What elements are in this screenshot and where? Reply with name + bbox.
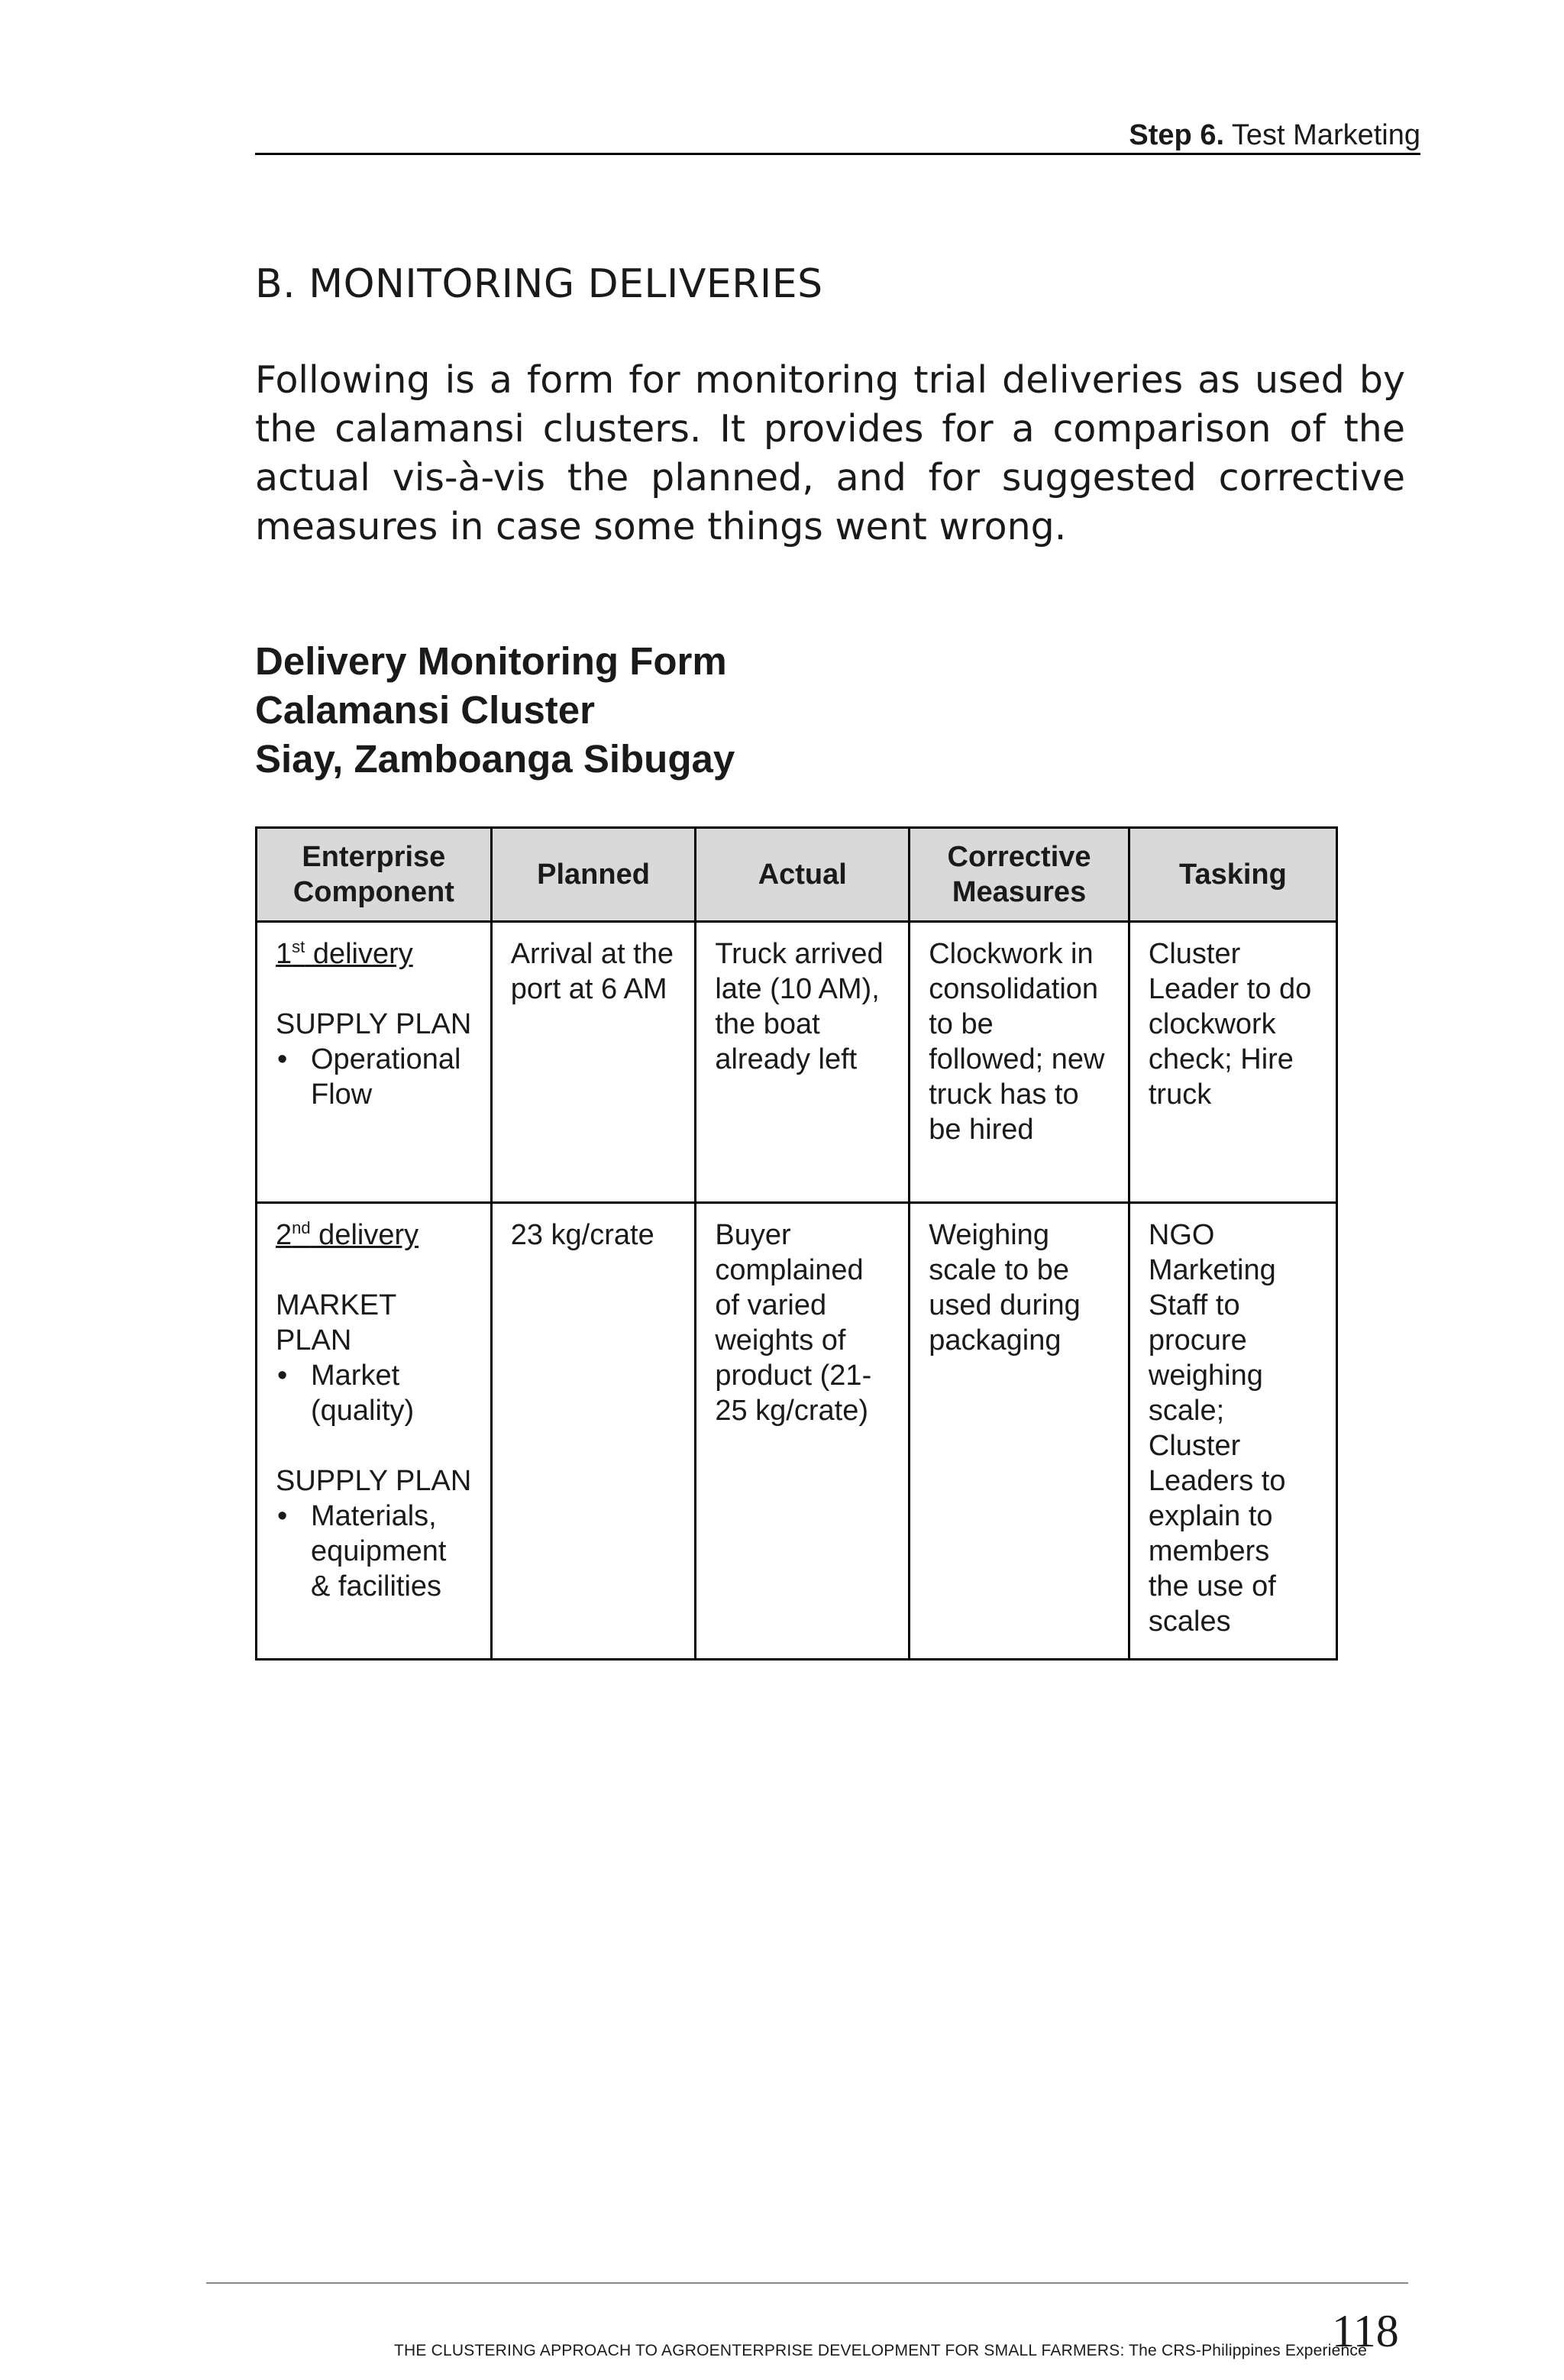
step-label: Step 6. [1129, 119, 1225, 151]
form-title-line-1: Delivery Monitoring Form [255, 639, 727, 683]
form-title [255, 637, 735, 784]
cell-tasking: NGO Marketing Staff to procure weighing scale; Cluster Leaders to explain to members the use of scales [1129, 1203, 1336, 1660]
plan-item: • Market (quality) [276, 1358, 472, 1428]
column-header-corrective-measures: Corrective Measures [910, 828, 1129, 922]
table-row [257, 922, 1337, 1203]
cell-planned: Arrival at the port at 6 AM [491, 922, 696, 1203]
delivery-label: 1st delivery [276, 937, 413, 970]
delivery-monitoring-table [255, 826, 1338, 1661]
plan-name: MARKET PLAN [276, 1289, 396, 1357]
cell-corrective-measures: Weighing scale to be used during packaging [910, 1203, 1129, 1660]
column-header-planned: Planned [491, 828, 696, 922]
cell-enterprise-component [257, 922, 492, 1203]
section-heading: B. MONITORING DELIVERIES [255, 261, 823, 307]
plan-item: • Materials, equipment & facilities [276, 1499, 472, 1604]
cell-actual: Buyer complained of varied weights of product (21-25 kg/crate) [696, 1203, 910, 1660]
cell-planned: 23 kg/crate [491, 1203, 696, 1660]
footer-book-title: THE CLUSTERING APPROACH TO AGROENTERPRISE DEVELOPMENT FOR SMALL FARMERS: The CRS-Philippines Experience [394, 2342, 1367, 2359]
column-header-tasking: Tasking [1129, 828, 1336, 922]
step-title: Test Marketing [1231, 119, 1420, 151]
plan-name: SUPPLY PLAN [276, 1465, 472, 1497]
running-header [1129, 119, 1420, 152]
footer-rule [206, 2282, 1408, 2284]
column-header-actual: Actual [696, 828, 910, 922]
page-number: 118 [1332, 2306, 1399, 2356]
cell-enterprise-component [257, 1203, 492, 1660]
column-header-enterprise-component: Enterprise Component [257, 828, 492, 922]
cell-tasking: Cluster Leader to do clockwork check; Hire truck [1129, 922, 1336, 1203]
form-title-line-2: Calamansi Cluster [255, 688, 596, 732]
table-row [257, 1203, 1337, 1660]
form-title-line-3: Siay, Zamboanga Sibugay [255, 737, 735, 781]
plan-item: • Operational Flow [276, 1042, 472, 1112]
intro-paragraph: Following is a form for monitoring trial deliveries as used by the calamansi clusters. It provides for a comparison of the actual vis-à-vis the planned, and for suggested corrective measures in case some things went wrong. [255, 358, 1405, 548]
plan-name: SUPPLY PLAN [276, 1008, 472, 1040]
cell-actual: Truck arrived late (10 AM), the boat already left [696, 922, 910, 1203]
table-header-row [257, 828, 1337, 922]
cell-corrective-measures: Clockwork in consolidation to be followed; new truck has to be hired [910, 922, 1129, 1203]
header-rule [255, 153, 1420, 155]
delivery-label: 2nd delivery [276, 1218, 419, 1251]
